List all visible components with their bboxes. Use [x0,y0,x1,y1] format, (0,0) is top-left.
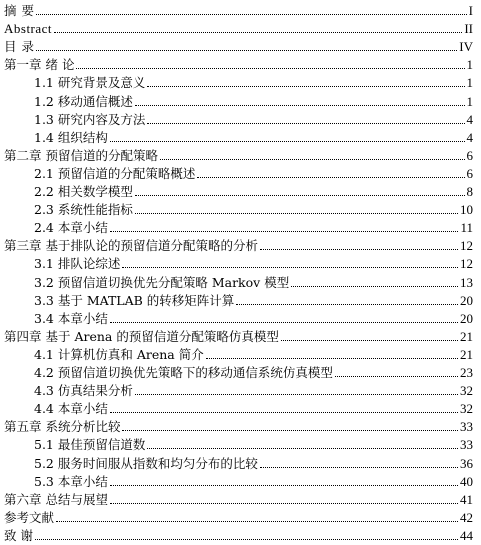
toc-entry-title: 4.2 预留信道切换优先策略下的移动通信系统仿真模型 [34,365,333,380]
toc-section-row[interactable] [0,253,481,271]
dot-leader [110,141,465,142]
toc-entry-title: 5.3 本章小结 [34,473,108,489]
toc-entry-title: 第三章 基于排队论的预留信道分配策略的分析 [4,238,258,254]
toc-entry-title: 第四章 基于 Arena 的预留信道分配策略仿真模型 [4,328,279,344]
toc-section-row[interactable] [0,434,481,452]
dot-leader [147,86,464,87]
toc-page-number: 32 [460,383,473,399]
dot-leader [281,340,458,341]
toc-section-row[interactable] [0,344,481,362]
toc-section-row[interactable] [0,91,481,109]
toc-entry-title: 2.3 系统性能指标 [34,202,133,218]
dot-leader [110,412,458,413]
toc-page-number: 36 [460,455,473,471]
dot-leader [122,267,458,268]
toc-entry-title: 1.2 移动通信概述 [34,93,133,109]
toc-section-row[interactable] [0,127,481,145]
toc-section-row[interactable] [0,471,481,489]
toc-page-number: 12 [460,256,473,272]
toc-chapter-row[interactable] [0,36,481,54]
toc-chapter-row[interactable] [0,525,481,543]
toc-chapter-row[interactable] [0,489,481,507]
toc-entry-title: 4.1 计算机仿真和 Arena 简介 [34,346,204,362]
toc-page-number: 6 [466,147,473,163]
toc-entry-title: 致 谢 [4,527,33,543]
dot-leader [76,68,464,69]
toc-section-row[interactable] [0,272,481,290]
toc-page-number: 41 [460,491,473,507]
toc-page-number: 8 [466,184,473,199]
toc-page-number: 23 [460,365,473,380]
toc-entry-title: 2.4 本章小结 [34,220,108,236]
toc-entry-title: 2.1 预留信道的分配策略概述 [34,165,196,181]
toc-entry-title: 2.2 相关数学模型 [34,184,133,199]
toc-section-row[interactable] [0,217,481,235]
toc-entry-title: 4.3 仿真结果分析 [34,383,133,399]
toc-page-number: 33 [460,437,473,453]
toc-page-number: II [464,21,473,37]
dot-leader [36,14,466,15]
toc-chapter-row[interactable] [0,18,481,36]
toc-section-row[interactable] [0,181,481,199]
toc-page-number: 21 [460,346,473,362]
dot-leader [56,521,458,522]
toc-page-number: 11 [460,220,473,236]
toc-section-row[interactable] [0,72,481,90]
dot-leader [135,105,465,106]
toc-page-number: 44 [460,527,473,543]
toc-page-number: 1 [466,57,473,73]
dot-leader [160,159,465,160]
toc-entry-title: 第六章 总结与展望 [4,491,108,507]
toc-section-row[interactable] [0,362,481,380]
dot-leader [260,467,458,468]
toc-entry-title: 3.3 基于 MATLAB 的转移矩阵计算 [34,292,235,308]
toc-page-number: 20 [460,292,473,308]
toc-entry-title: 3.1 排队论综述 [34,256,121,272]
toc-entry-title: 3.2 预留信道切换优先分配策略 Markov 模型 [34,274,290,290]
dot-leader [147,123,464,124]
toc-entry-title: 5.2 服务时间服从指数和均匀分布的比较 [34,455,258,471]
toc-page-number: 1 [466,93,473,109]
dot-leader [54,32,462,33]
toc-entry-title: 目 录 [4,39,35,55]
toc-entry-title: 摘 要 [4,3,35,18]
toc-page-number: IV [459,39,473,55]
toc-entry-title: 1.4 组织结构 [34,129,108,145]
dot-leader [197,177,464,178]
dot-leader [135,213,458,214]
dot-leader [135,195,465,196]
toc-entry-title: 第五章 系统分析比较 [4,419,121,435]
toc-entry-title: 参考文献 [4,509,55,525]
toc-entry-title: Abstract [4,21,53,37]
dot-leader [110,231,459,232]
dot-leader [147,448,458,449]
dot-leader [335,376,458,377]
dot-leader [260,249,458,250]
toc-page-number: 12 [460,238,473,254]
toc-section-row[interactable] [0,199,481,217]
toc-page-number: 13 [460,274,473,290]
dot-leader [110,485,458,486]
toc-entry-title: 1.1 研究背景及意义 [34,75,146,91]
toc-page-number: 21 [460,328,473,344]
toc-page-number: 10 [460,202,473,218]
dot-leader [122,430,458,431]
toc-page-number: 40 [460,473,473,489]
toc-chapter-row[interactable] [0,0,481,18]
toc-section-row[interactable] [0,308,481,326]
dot-leader [110,322,458,323]
toc-page-number: 33 [460,419,473,435]
toc-section-row[interactable] [0,398,481,416]
toc-chapter-row[interactable] [0,235,481,253]
toc-chapter-row[interactable] [0,326,481,344]
toc-section-row[interactable] [0,163,481,181]
toc-page-number: 1 [466,75,473,91]
toc-section-row[interactable] [0,380,481,398]
toc-entry-title: 第二章 预留信道的分配策略 [4,147,158,163]
toc-entry-title: 第一章 绪 论 [4,57,75,73]
toc-page-number: 42 [460,509,473,525]
dot-leader [236,304,458,305]
toc-page-number: 4 [466,111,473,127]
toc-page-number: 20 [460,310,473,326]
dot-leader [206,358,458,359]
toc-entry-title: 4.4 本章小结 [34,401,108,417]
dot-leader [36,50,457,51]
toc-entry-title: 1.3 研究内容及方法 [34,111,146,127]
toc-section-row[interactable] [0,109,481,127]
toc-chapter-row[interactable] [0,416,481,434]
toc-chapter-row[interactable] [0,145,481,163]
toc-section-row[interactable] [0,290,481,308]
toc-chapter-row[interactable] [0,507,481,525]
toc-page-number: 32 [460,401,473,417]
toc-page-number: 4 [466,129,473,145]
toc-chapter-row[interactable] [0,54,481,72]
toc-entry-title: 3.4 本章小结 [34,310,108,326]
toc-section-row[interactable] [0,453,481,471]
dot-leader [35,539,458,540]
toc-page-number: I [468,3,473,18]
toc-page-number: 6 [466,165,473,181]
dot-leader [291,286,458,287]
toc-entry-title: 5.1 最佳预留信道数 [34,437,146,453]
dot-leader [110,503,458,504]
dot-leader [135,394,458,395]
